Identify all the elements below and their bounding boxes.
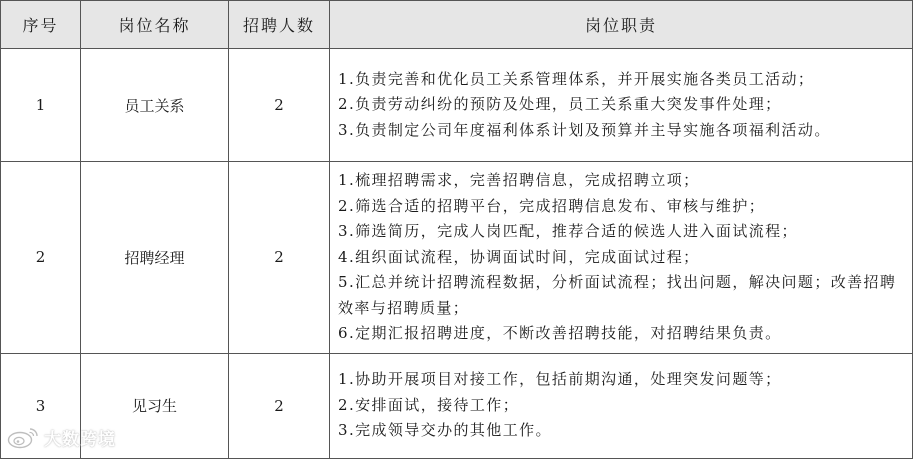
row-count: 2 (229, 49, 330, 162)
row-duties (330, 49, 913, 162)
duty-item: 3.筛选简历，完成人岗匹配，推荐合适的候选人进入面试流程； (338, 222, 798, 240)
row-index: 3 (1, 353, 81, 458)
duty-item: 2.筛选合适的招聘平台，完成招聘信息发布、审核与维护； (338, 196, 766, 215)
header-count: 招聘人数 (229, 1, 330, 49)
duty-item: 3.完成领导交办的其他工作。 (338, 421, 552, 440)
header-duties: 岗位职责 (330, 1, 913, 49)
duty-item: 5.汇总并统计招聘流程数据，分析面试流程；找出问题，解决问题；改善招聘效率与招聘质量； (338, 273, 897, 317)
row-duties (330, 353, 913, 458)
duty-item: 3.负责制定公司年度福利体系计划及预算并主导实施各项福利活动。 (338, 120, 831, 139)
row-duties (330, 162, 913, 354)
row-position: 招聘经理 (81, 162, 229, 354)
duty-item: 1.梳理招聘需求，完善招聘信息，完成招聘立项； (338, 171, 700, 189)
table-row (1, 353, 913, 458)
row-count: 2 (229, 162, 330, 354)
duty-item: 1.协助开展项目对接工作，包括前期沟通，处理突发问题等； (338, 370, 782, 389)
table-row (1, 49, 913, 162)
row-position: 员工关系 (81, 49, 229, 162)
row-position: 见习生 (81, 353, 229, 458)
row-count: 2 (229, 353, 330, 458)
header-index: 序号 (1, 1, 81, 49)
row-index: 1 (1, 49, 81, 162)
watermark-text: 大数跨境 (44, 429, 116, 450)
header-position: 岗位名称 (81, 1, 229, 49)
watermark (6, 424, 116, 450)
row-index: 2 (1, 162, 81, 354)
duty-item: 2.负责劳动纠纷的预防及处理，员工关系重大突发事件处理； (338, 95, 782, 114)
duty-item: 2.安排面试，接待工作； (338, 395, 520, 414)
duty-item: 1.负责完善和优化员工关系管理体系，并开展实施各类员工活动； (338, 69, 815, 88)
table-row (1, 162, 913, 354)
duty-item: 4.组织面试流程，协调面试时间，完成面试过程； (338, 247, 700, 266)
duty-item: 6.定期汇报招聘进度，不断改善招聘技能，对招聘结果负责。 (338, 324, 782, 342)
weibo-logo-icon (6, 425, 40, 449)
table-header-row (1, 1, 913, 49)
